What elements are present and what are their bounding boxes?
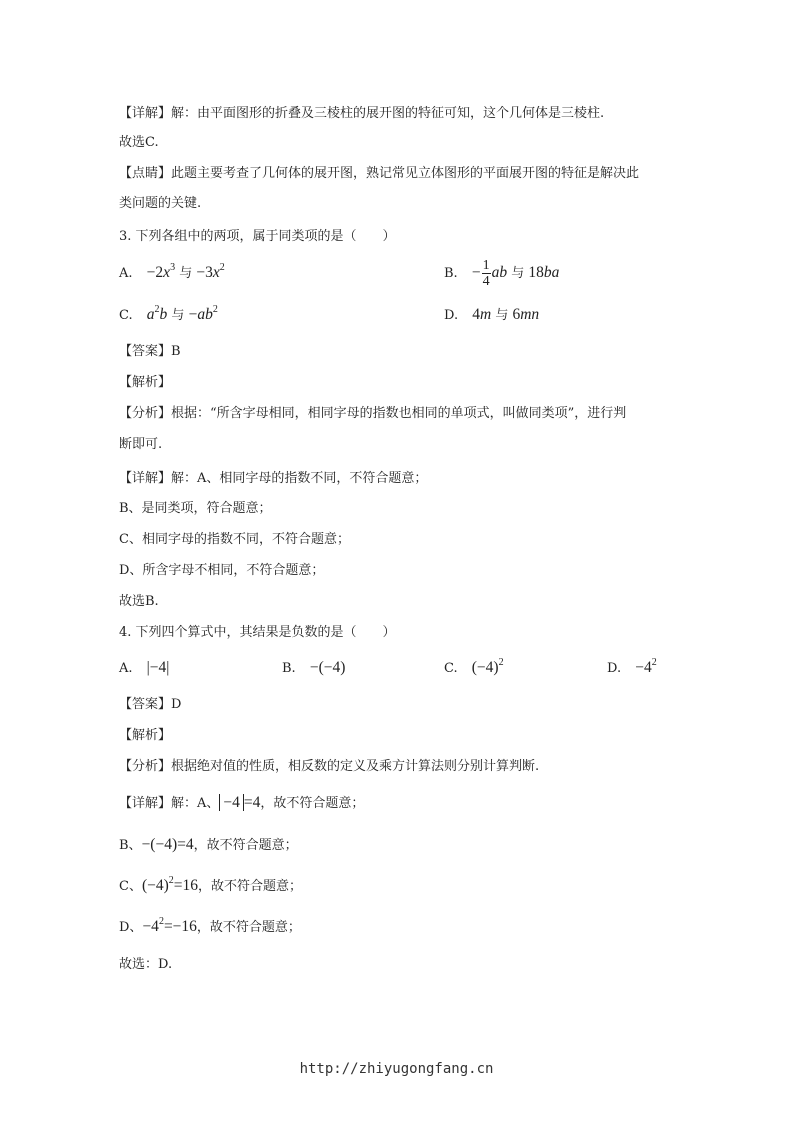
detail-line-q4c [119,876,302,897]
q4-option-a [119,658,169,679]
detail-prefix: D、 [119,920,143,935]
conjunction: 与 [511,266,525,282]
question-4-stem: 4. 下列四个算式中，其结果是负数的是（ ） [119,625,396,640]
option-label: A. [119,661,133,676]
detail-prefix: B、 [119,838,142,853]
analysis-heading-q3: 【解析】 [119,375,172,390]
q3-option-a [119,263,225,284]
option-label: C. [444,661,458,676]
comment-line-q2b: 类问题的关键. [119,196,202,211]
math-expression: $-4^2=-16$ [142,916,197,935]
math-expression: −4 =4 [219,794,260,811]
math-expression: $(-4)^2$ [471,657,504,676]
q3-option-d [444,305,539,326]
q4-option-d [607,658,657,679]
detail-line-q2: 【详解】解：由平面图形的折叠及三棱柱的展开图的特征可知，这个几何体是三棱柱. [119,106,605,121]
math-expression: $(-4)^2=16$ [141,875,199,894]
choice-line-q2: 故选C. [119,135,159,150]
comment-line-q2a: 【点睛】此题主要考查了几何体的展开图，熟记常见立体图形的平面展开图的特征是解决此 [119,166,640,181]
q3-option-b [444,258,559,289]
detail-suffix: ，故不符合题意； [196,920,301,935]
math-expression: 18ba [528,264,560,282]
math-expression: 4m [472,306,492,323]
option-label: D. [444,308,459,323]
conjunction: 与 [495,308,509,323]
math-expression: 6mn [512,306,540,323]
analysis-heading-q4: 【解析】 [119,728,172,743]
option-label: A. [119,266,133,281]
q4-option-c [444,658,504,679]
detail-prefix: C、 [119,879,142,894]
math-expression: −(−4) [309,659,346,676]
footer-url: http://zhiyugongfang.cn [299,1061,494,1077]
answer-q3: 【答案】B [119,344,181,359]
detail-line-q3a: 【详解】解：A、相同字母的指数不同，不符合题意； [119,471,428,486]
math-expression: $a^2b$ [146,304,168,323]
math-expression: $-3x^2$ [196,262,225,281]
analysis-line-q3a: 【分析】根据：“所含字母相同，相同字母的指数也相同的单项式，叫做同类项”，进行判 [119,406,627,421]
analysis-line-q3b: 断即可. [119,437,163,452]
question-3-stem: 3. 下列各组中的两项，属于同类项的是（ ） [119,229,396,244]
detail-suffix: ，故不符合题意； [260,796,365,811]
detail-suffix: ，故不符合题意； [193,838,298,853]
answer-q4: 【答案】D [119,697,182,712]
q3-option-c [119,305,218,326]
math-expression: −(−4)=4 [141,836,194,853]
choice-line-q3: 故选B. [119,594,159,609]
conjunction: 与 [179,266,193,281]
detail-line-q3b: B、是同类项，符合题意； [119,501,272,516]
detail-line-q3c: C、相同字母的指数不同，不符合题意； [119,532,350,547]
detail-line-q3d: D、所含字母不相同，不符合题意； [119,563,325,578]
math-expression: $-4^2$ [635,657,657,676]
q4-option-b [282,658,345,679]
detail-line-q4d [119,917,301,938]
option-label: B. [282,661,296,676]
math-expression: $-ab^2$ [188,304,218,323]
detail-prefix: 【详解】解：A、 [119,796,220,811]
math-expression: |−4| [146,659,170,676]
detail-line-q4b [119,835,298,856]
conjunction: 与 [171,308,185,323]
option-label: B. [444,266,458,282]
option-label: D. [607,661,622,676]
detail-suffix: ，故不符合题意； [198,879,303,894]
detail-line-q4a [119,793,364,814]
option-label: C. [119,308,133,323]
analysis-line-q4: 【分析】根据绝对值的性质，相反数的定义及乘方计算法则分别计算判断. [119,759,540,774]
choice-line-q4: 故选：D. [119,957,173,972]
math-expression: − $\frac{1}{4}$ ab [471,258,508,289]
math-expression: $-2x^3$ [146,262,176,281]
